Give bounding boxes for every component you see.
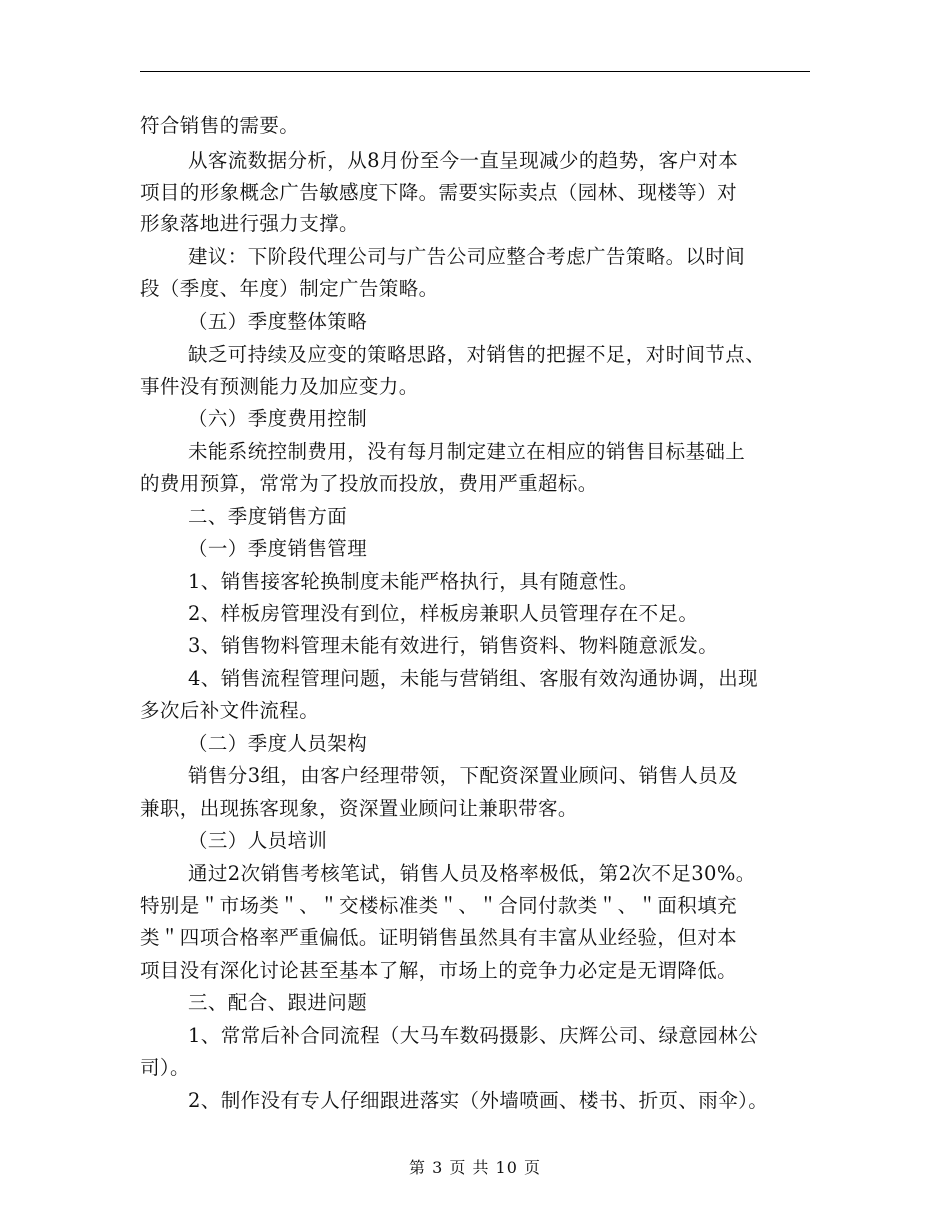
paragraph-line: 特别是＂市场类＂、＂交楼标准类＂、＂合同付款类＂、＂面积填充 (140, 894, 738, 917)
paragraph-line: 销售分3组，由客户经理带领，下配资深置业顾问、销售人员及 (188, 764, 739, 787)
list-item: 2、制作没有专人仔细跟进落实（外墙喷画、楼书、折页、雨伞）。 (188, 1089, 769, 1112)
list-item: 多次后补文件流程。 (140, 699, 320, 722)
paragraph-line: 的费用预算，常常为了投放而投放，费用严重超标。 (140, 472, 598, 495)
list-item: 4、销售流程管理问题，未能与营销组、客服有效沟通协调，出现 (188, 667, 759, 690)
section-heading: （一）季度销售管理 (188, 537, 368, 560)
section-heading: 二、季度销售方面 (188, 505, 348, 528)
section-heading: （五）季度整体策略 (188, 310, 368, 333)
paragraph-line: 从客流数据分析，从8月份至今一直呈现减少的趋势，客户对本 (188, 149, 739, 172)
paragraph-line: 段（季度、年度）制定广告策略。 (140, 277, 439, 300)
section-heading: （六）季度费用控制 (188, 407, 368, 430)
paragraph-line: 通过2次销售考核笔试，销售人员及格率极低，第2次不足30%。 (188, 862, 756, 885)
paragraph-line: 兼职，出现拣客现象，资深置业顾问让兼职带客。 (140, 797, 578, 820)
list-item: 司）。 (140, 1056, 190, 1079)
list-item: 2、样板房管理没有到位，样板房兼职人员管理存在不足。 (188, 602, 699, 625)
paragraph-line: 未能系统控制费用，没有每月制定建立在相应的销售目标基础上 (188, 440, 746, 463)
paragraph-line: 项目的形象概念广告敏感度下降。需要实际卖点（园林、现楼等）对 (140, 181, 738, 204)
list-item: 1、常常后补合同流程（大马车数码摄影、庆辉公司、绿意园林公 (188, 1024, 759, 1047)
paragraph-line: 建议：下阶段代理公司与广告公司应整合考虑广告策略。以时间 (188, 245, 746, 268)
page-number: 第 3 页 共 10 页 (409, 1158, 541, 1177)
section-heading: 三、配合、跟进问题 (188, 991, 368, 1014)
header-rule (140, 71, 810, 72)
section-heading: （三）人员培训 (188, 829, 328, 852)
list-item: 1、销售接客轮换制度未能严格执行，具有随意性。 (188, 570, 639, 593)
paragraph-line: 符合销售的需要。 (140, 114, 300, 137)
paragraph-line: 类＂四项合格率严重偏低。证明销售虽然具有丰富从业经验，但对本 (140, 926, 738, 949)
paragraph-line: 项目没有深化讨论甚至基本了解，市场上的竞争力必定是无谓降低。 (140, 959, 738, 982)
paragraph-line: 缺乏可持续及应变的策略思路，对销售的把握不足，对时间节点、 (188, 343, 766, 366)
section-heading: （二）季度人员架构 (188, 732, 368, 755)
paragraph-line: 形象落地进行强力支撑。 (140, 212, 359, 235)
paragraph-line: 事件没有预测能力及加应变力。 (140, 375, 419, 398)
list-item: 3、销售物料管理未能有效进行，销售资料、物料随意派发。 (188, 634, 719, 657)
